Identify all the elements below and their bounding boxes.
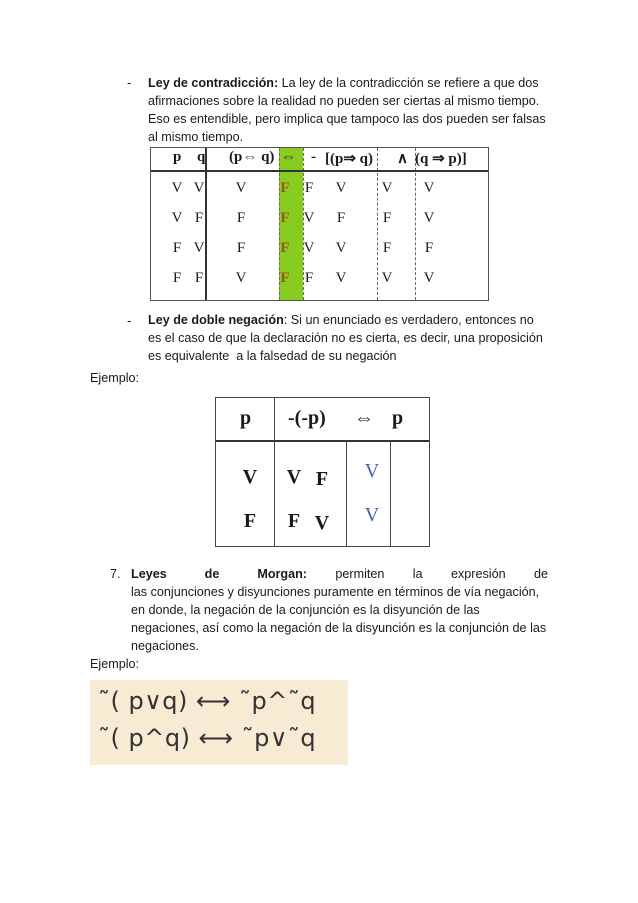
contradiction-title: Ley de contradicción: <box>148 76 279 90</box>
table-cell: V <box>335 240 347 256</box>
morgan-title-w3: Morgan: <box>257 567 307 581</box>
morgan-title-w1: Leyes <box>131 567 167 581</box>
column-divider <box>346 440 347 546</box>
header-cell: (q ⇒ p)] <box>415 151 467 167</box>
word: de <box>533 567 548 581</box>
header-cell: (p⇔ q) <box>229 149 275 165</box>
morgan-line-3: en donde, la negación de la conjunción es la disyunción de las <box>131 603 480 617</box>
table-cell: F <box>172 240 182 256</box>
double-negation-line-3: es equivalente a la falsedad de su negación <box>148 349 397 363</box>
morgan-title <box>131 565 307 583</box>
table-cell: V <box>286 466 302 488</box>
table-cell: F <box>304 270 314 286</box>
table-cell: V <box>364 504 380 526</box>
table-cell: F <box>236 210 246 226</box>
double-negation-line-1: : Si un enunciado es verdadero, entonces no <box>283 313 534 327</box>
table-cell: F <box>194 270 204 286</box>
contradiction-paragraph <box>148 74 548 146</box>
table-cell: V <box>171 180 183 196</box>
table-cell: F <box>236 240 246 256</box>
morgan-formula-1: ˜( p∨q) ⟷ ˜p^˜q <box>98 687 317 715</box>
table-cell: V <box>314 512 330 534</box>
header-cell: p <box>392 407 404 429</box>
header-cell: p <box>240 407 252 429</box>
header-cell: q <box>197 149 206 165</box>
example-label: Ejemplo: <box>90 371 139 385</box>
table-cell: V <box>303 210 315 226</box>
table-cell: V <box>335 270 347 286</box>
morgan-line-1 <box>131 565 548 583</box>
word: expresión <box>450 567 506 581</box>
morgan-line-4: negaciones, así como la negación de la disyunción es la conjunción de las <box>131 621 547 635</box>
table-cell: V <box>242 466 258 488</box>
header-cell: ⇔ <box>281 149 296 165</box>
contradiction-line-1: La ley de la contradicción se refiere a que dos <box>278 76 539 90</box>
double-negation-truth-table <box>215 397 430 547</box>
double-negation-line-2: es el caso de que la declaración no es cierta, es decir, una proposición <box>148 331 543 345</box>
table-cell: V <box>335 180 347 196</box>
header-cell: ⇔ <box>354 407 374 429</box>
bullet-dash: - <box>127 313 132 328</box>
contradiction-line-3: Eso es entendible, pero implica que tampoco las dos pueden ser falsas <box>148 112 546 126</box>
word: la <box>412 567 423 581</box>
morgan-formula-2: ˜( p^q) ⟷ ˜p∨˜q <box>98 724 317 752</box>
table-cell: V <box>423 180 435 196</box>
header-cell: -(-p) <box>288 407 326 429</box>
table-cell: F <box>172 270 182 286</box>
morgan-line-5: negaciones. <box>131 639 199 653</box>
header-separator <box>216 440 429 442</box>
morgan-formulas-image <box>90 680 348 765</box>
table-cell: V <box>381 270 393 286</box>
table-cell: V <box>193 240 205 256</box>
table-cell: V <box>381 180 393 196</box>
header-cell: - <box>311 149 316 165</box>
header-cell: ∧ <box>397 151 408 167</box>
table-cell: V <box>235 270 247 286</box>
table-cell: V <box>423 270 435 286</box>
table-cell: V <box>235 180 247 196</box>
contradiction-line-4: al mismo tiempo. <box>148 130 244 144</box>
bullet-dash: - <box>127 75 132 90</box>
double-negation-paragraph <box>148 311 548 365</box>
table-header-row <box>151 148 488 172</box>
header-cell: p <box>173 149 182 165</box>
morgan-line-2: las conjunciones y disyunciones puramente en términos de vía negación, <box>131 585 540 599</box>
table-cell: F <box>304 180 314 196</box>
table-cell: F <box>280 270 290 286</box>
table-cell: F <box>280 210 290 226</box>
table-cell: F <box>336 210 346 226</box>
table-cell: F <box>194 210 204 226</box>
example-label: Ejemplo: <box>90 657 139 671</box>
table-cell: V <box>303 240 315 256</box>
table-cell: F <box>382 210 392 226</box>
table-cell: F <box>287 510 301 532</box>
table-cell: F <box>280 180 290 196</box>
table-cell: F <box>382 240 392 256</box>
morgan-paragraph <box>131 565 548 655</box>
contradiction-line-2: afirmaciones sobre la realidad no pueden ser ciertas al mismo tiempo. <box>148 94 540 108</box>
table-cell: V <box>423 210 435 226</box>
column-divider <box>390 440 391 546</box>
table-cell: V <box>171 210 183 226</box>
table-cell: F <box>243 510 257 532</box>
table-cell: V <box>364 460 380 482</box>
word: permiten <box>335 567 385 581</box>
morgan-title-w2: de <box>204 567 220 581</box>
table-cell: F <box>424 240 434 256</box>
list-number: 7. <box>110 567 121 581</box>
table-cell: F <box>280 240 290 256</box>
column-divider <box>274 398 275 546</box>
header-cell: [(p⇒ q) <box>325 151 373 167</box>
table-cell: F <box>315 468 329 490</box>
table-cell: V <box>193 180 205 196</box>
contradiction-truth-table <box>150 147 489 301</box>
double-negation-title: Ley de doble negación <box>148 313 284 327</box>
